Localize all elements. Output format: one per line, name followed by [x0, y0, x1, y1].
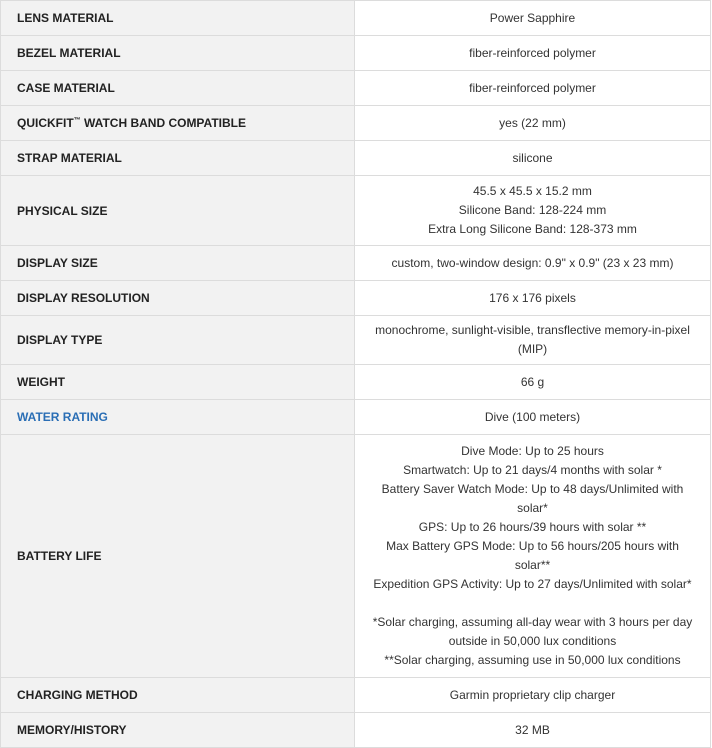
- table-row: [1, 176, 711, 246]
- spec-value-line: GPS: Up to 26 hours/39 hours with solar **: [418, 520, 647, 534]
- spec-value: [355, 36, 711, 71]
- spec-label: BATTERY LIFE: [1, 435, 355, 678]
- spec-label-text: WATCH BAND COMPATIBLE: [80, 116, 246, 130]
- table-row: [1, 678, 711, 713]
- table-row: [1, 1, 711, 36]
- spec-value-line: Max Battery GPS Mode: Up to 56 hours/205 hours with: [386, 539, 679, 553]
- spec-value: [355, 678, 711, 713]
- spec-label-text: QUICKFIT: [17, 116, 74, 130]
- spec-value: [355, 1, 711, 36]
- table-row: [1, 36, 711, 71]
- spec-value: [355, 176, 711, 246]
- spec-label: PHYSICAL SIZE: [1, 176, 355, 246]
- spec-value-line: *Solar charging, assuming all-day wear with 3 hours per day: [372, 615, 693, 629]
- water-rating-link[interactable]: WATER RATING: [1, 400, 355, 435]
- spec-value-line: Battery Saver Watch Mode: Up to 48 days/Unlimited with: [381, 482, 684, 496]
- spec-value: [355, 246, 711, 281]
- spec-value-line: outside in 50,000 lux conditions: [448, 634, 617, 648]
- table-row: [1, 435, 711, 678]
- spec-value-line: 45.5 x 45.5 x 15.2 mm: [473, 184, 592, 198]
- spec-value-line: Silicone Band: 128-224 mm: [458, 203, 607, 217]
- spec-value-line: 176 x 176 pixels: [489, 290, 576, 305]
- spec-value: [355, 365, 711, 400]
- spec-value-line: Power Sapphire: [489, 10, 576, 25]
- spec-label: MEMORY/HISTORY: [1, 713, 355, 748]
- spec-value: [355, 71, 711, 106]
- spec-value: [355, 316, 711, 365]
- spec-value-line: fiber-reinforced polymer: [469, 80, 596, 95]
- spec-value-line: solar**: [514, 558, 551, 572]
- spec-label: WEIGHT: [1, 365, 355, 400]
- spec-value: [355, 281, 711, 316]
- spec-value: [355, 106, 711, 141]
- table-row: [1, 141, 711, 176]
- spec-value-line: 32 MB: [515, 722, 550, 737]
- spec-label: CHARGING METHOD: [1, 678, 355, 713]
- table-row: [1, 71, 711, 106]
- table-row: [1, 281, 711, 316]
- spec-value: [355, 400, 711, 435]
- table-row: [1, 400, 711, 435]
- table-row: [1, 365, 711, 400]
- spec-value-line: Expedition GPS Activity: Up to 27 days/Unlimited with solar*: [373, 577, 692, 591]
- spec-value: [355, 435, 711, 678]
- table-row: [1, 106, 711, 141]
- spec-value-line: 66 g: [520, 374, 545, 389]
- spec-value-line: monochrome, sunlight-visible, transflective memory-in-pixel: [375, 323, 690, 337]
- spec-value-line: Smartwatch: Up to 21 days/4 months with solar *: [403, 463, 662, 477]
- table-row: [1, 246, 711, 281]
- spec-value: [355, 713, 711, 748]
- spec-value-line: fiber-reinforced polymer: [469, 45, 596, 60]
- spec-label: DISPLAY SIZE: [1, 246, 355, 281]
- spec-value-line: yes (22 mm): [499, 115, 566, 130]
- table-row: [1, 713, 711, 748]
- spec-value-line: **Solar charging, assuming use in 50,000 lux conditions: [384, 653, 681, 667]
- spec-label: DISPLAY RESOLUTION: [1, 281, 355, 316]
- spec-value-spacer: [365, 594, 700, 613]
- spec-label: STRAP MATERIAL: [1, 141, 355, 176]
- spec-value-line: custom, two-window design: 0.9" x 0.9" (23 x 23 mm): [391, 255, 674, 270]
- spec-label: BEZEL MATERIAL: [1, 36, 355, 71]
- spec-value-line: Dive Mode: Up to 25 hours: [461, 444, 604, 458]
- spec-value-line: Extra Long Silicone Band: 128-373 mm: [428, 222, 637, 236]
- spec-value-line: (MIP): [517, 342, 548, 356]
- spec-label: CASE MATERIAL: [1, 71, 355, 106]
- table-row: [1, 316, 711, 365]
- trademark-symbol: ™: [73, 117, 81, 124]
- spec-value-line: solar*: [517, 501, 548, 515]
- spec-value: [355, 141, 711, 176]
- spec-value-line: Garmin proprietary clip charger: [449, 687, 616, 702]
- spec-value-line: Dive (100 meters): [484, 409, 581, 424]
- spec-label: DISPLAY TYPE: [1, 316, 355, 365]
- spec-label: [1, 106, 355, 141]
- spec-value-line: silicone: [512, 150, 553, 165]
- spec-label: LENS MATERIAL: [1, 1, 355, 36]
